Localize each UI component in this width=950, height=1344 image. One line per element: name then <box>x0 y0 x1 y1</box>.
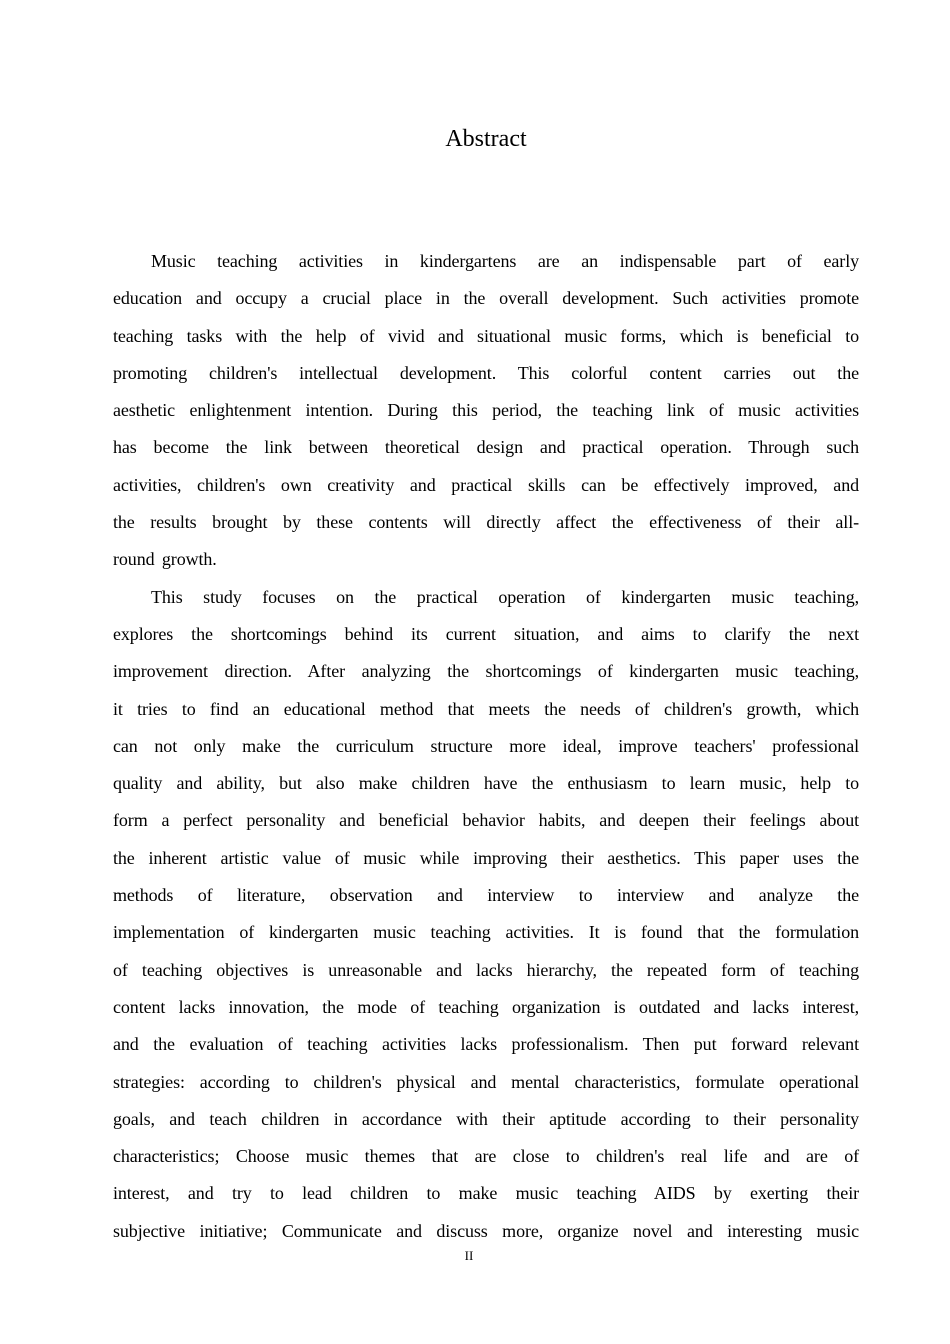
text-line: and the evaluation of teaching activities lacks professionalism. Then put forward relevant <box>113 1034 859 1055</box>
text-line: strategies: according to children's physical and mental characteristics, formulate operational <box>113 1071 859 1092</box>
text-line: education and occupy a crucial place in the overall development. Such activities promote <box>113 288 859 309</box>
paragraph-1 <box>113 243 859 579</box>
text-line: goals, and teach children in accordance with their aptitude according to their personality <box>113 1108 859 1129</box>
text-line: Music teaching activities in kindergartens are an indispensable part of early <box>151 251 859 271</box>
text-line: content lacks innovation, the mode of teaching organization is outdated and lacks interest, <box>113 996 859 1017</box>
text-line: improvement direction. After analyzing the shortcomings of kindergarten music teaching, <box>113 661 859 682</box>
page-title: Abstract <box>445 126 527 152</box>
text-line: interest, and try to lead children to make music teaching AIDS by exerting their <box>113 1183 859 1204</box>
text-line: the inherent artistic value of music while improving their aesthetics. This paper uses the <box>113 847 859 868</box>
text-line: implementation of kindergarten music teaching activities. It is found that the formulation <box>113 922 859 943</box>
text-line: characteristics; Choose music themes that are close to children's real life and are of <box>113 1146 859 1167</box>
text-line: the results brought by these contents will directly affect the effectiveness of their all- <box>113 512 859 533</box>
paragraph-2 <box>113 579 859 1250</box>
text-line: activities, children's own creativity and practical skills can be effectively improved, and <box>113 474 859 495</box>
text-line: has become the link between theoretical design and practical operation. Through such <box>113 437 859 458</box>
abstract-body <box>113 243 859 1250</box>
text-line: promoting children's intellectual development. This colorful content carries out the <box>113 362 859 383</box>
page-number: II <box>464 1248 474 1263</box>
text-line: This study focuses on the practical operation of kindergarten music teaching, <box>151 586 859 607</box>
text-line: methods of literature, observation and interview to interview and analyze the <box>113 885 859 906</box>
text-line: subjective initiative; Communicate and discuss more, organize novel and interesting music <box>113 1220 859 1241</box>
text-line: can not only make the curriculum structure more ideal, improve teachers' professional <box>113 735 859 756</box>
text-line: teaching tasks with the help of vivid and situational music forms, which is beneficial to <box>113 325 859 346</box>
text-line: it tries to find an educational method that meets the needs of children's growth, which <box>113 698 859 719</box>
text-line: explores the shortcomings behind its current situation, and aims to clarify the next <box>113 623 859 644</box>
text-line: round growth. <box>113 549 217 570</box>
text-line: quality and ability, but also make children have the enthusiasm to learn music, help to <box>113 773 859 794</box>
text-line: aesthetic enlightenment intention. During this period, the teaching link of music activities <box>113 400 859 421</box>
text-line: of teaching objectives is unreasonable and lacks hierarchy, the repeated form of teaching <box>113 959 859 980</box>
text-line: form a perfect personality and beneficial behavior habits, and deepen their feelings about <box>113 810 859 831</box>
